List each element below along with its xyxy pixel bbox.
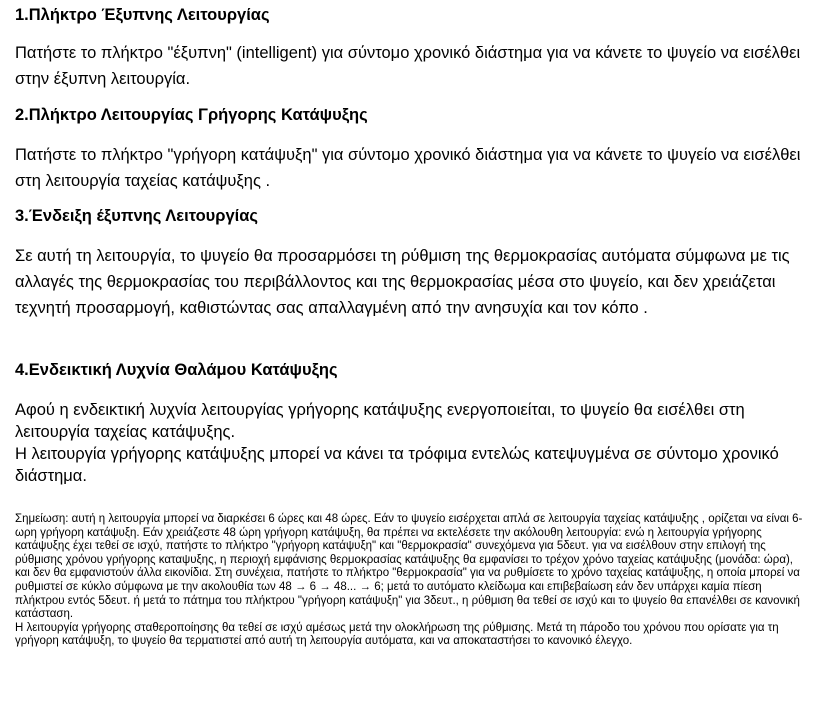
- section-4-heading: 4.Ενδεικτική Λυχνία Θαλάμου Κατάψυξης: [15, 361, 338, 379]
- section-4: [15, 360, 805, 380]
- section-3-body: Σε αυτή τη λειτουργία, το ψυγείο θα προσαρμόσει τη ρύθμιση της θερμοκρασίας αυτόματα σύμφωνα με τις αλλαγές της θερμοκρασίας του περιβάλλοντος και της θερμοκρασίας μέσα στο ψυγείο, και δεν χρειάζεται τεχνητή προσαρμογή, καθιστώντας σας απαλλαγμένη από την ανησυχία και τον κόπο .: [15, 247, 790, 317]
- note-paragraph-2: Η λειτουργία γρήγορης σταθεροποίησης θα τεθεί σε ισχύ αμέσως μετά την ολοκλήρωση της ρύθμισης. Μετά τη πάροδο του χρόνου που ορίσατε για τη γρήγορη κατάψυξη, το ψυγείο θα τερματιστεί από αυτή τη λειτουργία αυτόματα, και να αποκαταστήσει το κανονικό έλεγχο.: [15, 621, 779, 648]
- section-1-heading: 1.Πλήκτρο Έξυπνης Λειτουργίας: [15, 6, 270, 24]
- section-2-body-wrap: [15, 142, 805, 194]
- section-4-body-wrap: [15, 399, 805, 487]
- section-3-body-wrap: [15, 243, 805, 321]
- section-3-heading: 3.Ένδειξη έξυπνης Λειτουργίας: [15, 207, 258, 225]
- note-block: [15, 513, 805, 649]
- section-1-body-wrap: [15, 40, 805, 92]
- section-3: [15, 206, 805, 226]
- section-4-body-line-1: Αφού η ενδεικτική λυχνία λειτουργίας γρήγορης κατάψυξης ενεργοποιείται, το ψυγείο θα εισέλθει στη λειτουργία ταχείας κατάψυξης.: [15, 401, 745, 441]
- section-1: [15, 5, 805, 25]
- section-1-body: Πατήστε το πλήκτρο "έξυπνη" (intelligent) για σύντομο χρονικό διάστημα για να κάνετε το ψυγείο να εισέλθει στην έξυπνη λειτουργία.: [15, 44, 801, 88]
- section-2-heading: 2.Πλήκτρο Λειτουργίας Γρήγορης Κατάψυξης: [15, 106, 368, 124]
- section-2: [15, 105, 805, 125]
- note-paragraph-1: Σημείωση: αυτή η λειτουργία μπορεί να διαρκέσει 6 ώρες και 48 ώρες. Εάν το ψυγείο εισέρχεται απλά σε λειτουργία ταχείας κατάψυξης , ορίζεται να είναι 6-ωρη γρήγορη κατάψυξη. Εάν χρειάζεστε 48 ώρη γρήγορη κατάψυξη, θα πρέπει να εκτελέσετε την ακόλουθη λειτουργία: ενώ η λειτουργία γρήγορης κατάψυξης έχει τεθεί σε ισχύ, πατήστε το πλήκτρο "γρήγορη κατάψυξη" και "θερμοκρασία" συνεχόμενα για 5δευτ. για να εισέλθουν στην επιλογή της ρύθμισης χρόνου γρήγορης καταψυξης, η περιοχή εμφάνισης θερμοκρασίας κατάψυξης θα εμφανίσει το τρέχον χρόνο ταχείας κατάψυξης (μονάδα: ώρα), και δεν θα εμφανιστούν άλλα εικονίδια. Στη συνέχεια, πατήστε το πλήκτρο "θερμοκρασία" για να ρυθμίσετε το χρόνο ταχείας κατάψυξης, η οποία μπορεί να ρυθμιστεί σε κύκλο σύμφωνα με την ακολουθία των 48 → 6 → 48... → 6; μετά το αυτόματο κλείδωμα και επιβεβαίωση εάν δεν υπάρχει καμία πίεση πλήκτρου εντός 5δευτ. ή μετά το πάτημα του πλήκτρου "γρήγορη κατάψυξη" για 3δευτ., η ρύθμιση θα τεθεί σε ισχύ και το ψυγείο θα επανέλθει σε κανονική κατάσταση.: [15, 513, 803, 621]
- section-2-body: Πατήστε το πλήκτρο "γρήγορη κατάψυξη" για σύντομο χρονικό διάστημα για να κάνετε το ψυγείο να εισέλθει στη λειτουργία ταχείας κατάψυξης .: [15, 146, 801, 190]
- section-4-body-line-2: Η λειτουργία γρήγορης κατάψυξης μπορεί να κάνει τα τρόφιμα εντελώς κατεψυγμένα σε σύντομο χρονικό διάστημα.: [15, 445, 779, 485]
